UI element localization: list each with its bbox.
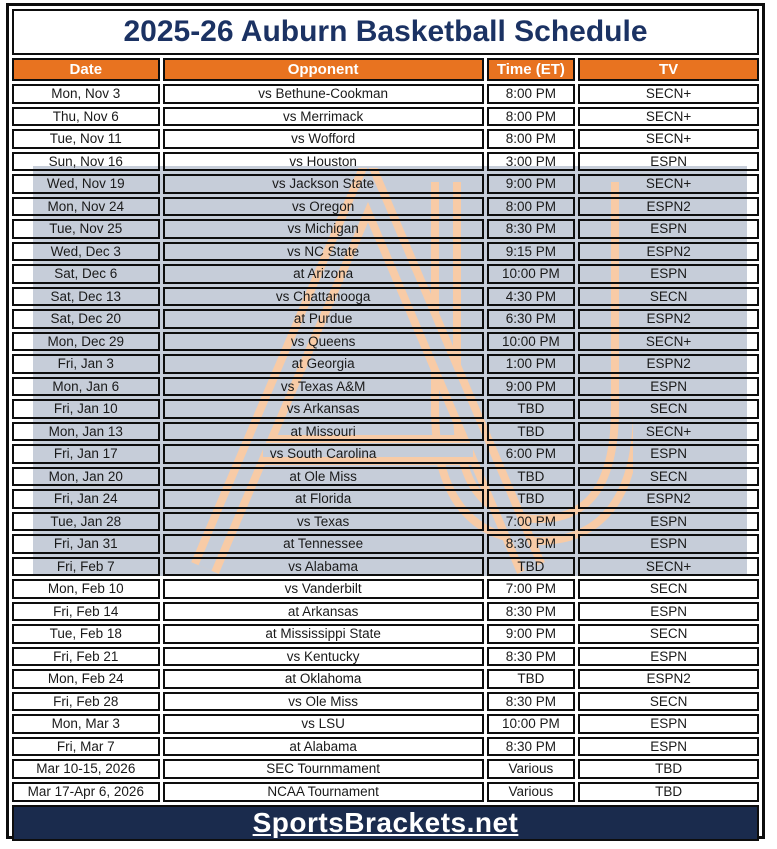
tv-cell: ESPN xyxy=(578,714,759,734)
opponent-cell: at Florida xyxy=(163,489,484,509)
schedule-row xyxy=(12,242,759,262)
tv-cell: ESPN2 xyxy=(578,669,759,689)
footer-row xyxy=(12,805,759,841)
date-cell: Mon, Nov 3 xyxy=(12,84,160,104)
date-cell: Mon, Feb 10 xyxy=(12,579,160,599)
opponent-cell: at Alabama xyxy=(163,737,484,757)
schedule-row xyxy=(12,152,759,172)
date-cell: Sun, Nov 16 xyxy=(12,152,160,172)
opponent-cell: at Mississippi State xyxy=(163,624,484,644)
date-cell: Mon, Nov 24 xyxy=(12,197,160,217)
opponent-cell: vs South Carolina xyxy=(163,444,484,464)
tv-cell: TBD xyxy=(578,782,759,802)
time-cell: TBD xyxy=(487,557,576,577)
tv-cell: SECN xyxy=(578,467,759,487)
tv-cell: SECN+ xyxy=(578,174,759,194)
date-cell: Tue, Nov 11 xyxy=(12,129,160,149)
schedule-row xyxy=(12,422,759,442)
tv-cell: ESPN xyxy=(578,444,759,464)
schedule-row xyxy=(12,309,759,329)
time-cell: 7:00 PM xyxy=(487,512,576,532)
time-cell: 8:30 PM xyxy=(487,219,576,239)
date-cell: Mon, Jan 20 xyxy=(12,467,160,487)
schedule-row xyxy=(12,197,759,217)
tv-cell: ESPN2 xyxy=(578,354,759,374)
footer-bar xyxy=(12,805,759,841)
opponent-cell: NCAA Tournament xyxy=(163,782,484,802)
time-cell: 8:30 PM xyxy=(487,692,576,712)
opponent-cell: at Arkansas xyxy=(163,602,484,622)
tv-cell: SECN+ xyxy=(578,107,759,127)
date-cell: Sat, Dec 13 xyxy=(12,287,160,307)
time-cell: 3:00 PM xyxy=(487,152,576,172)
date-cell: Tue, Jan 28 xyxy=(12,512,160,532)
opponent-cell: at Missouri xyxy=(163,422,484,442)
time-cell: 8:30 PM xyxy=(487,737,576,757)
opponent-cell: vs Queens xyxy=(163,332,484,352)
schedule-row xyxy=(12,174,759,194)
tv-cell: ESPN xyxy=(578,219,759,239)
schedule-row xyxy=(12,354,759,374)
date-cell: Mon, Feb 24 xyxy=(12,669,160,689)
schedule-row xyxy=(12,579,759,599)
column-header-tv: TV xyxy=(578,58,759,81)
opponent-cell: at Ole Miss xyxy=(163,467,484,487)
date-cell: Wed, Dec 3 xyxy=(12,242,160,262)
schedule-row xyxy=(12,489,759,509)
tv-cell: TBD xyxy=(578,759,759,779)
schedule-row xyxy=(12,737,759,757)
title-row xyxy=(12,9,759,55)
time-cell: 8:00 PM xyxy=(487,84,576,104)
time-cell: 10:00 PM xyxy=(487,714,576,734)
time-cell: TBD xyxy=(487,399,576,419)
opponent-cell: vs Alabama xyxy=(163,557,484,577)
opponent-cell: at Tennessee xyxy=(163,534,484,554)
time-cell: TBD xyxy=(487,669,576,689)
opponent-cell: vs Ole Miss xyxy=(163,692,484,712)
date-cell: Wed, Nov 19 xyxy=(12,174,160,194)
tv-cell: SECN xyxy=(578,287,759,307)
time-cell: 6:00 PM xyxy=(487,444,576,464)
schedule-row xyxy=(12,399,759,419)
opponent-cell: at Georgia xyxy=(163,354,484,374)
time-cell: Various xyxy=(487,759,576,779)
tv-cell: ESPN2 xyxy=(578,489,759,509)
tv-cell: SECN+ xyxy=(578,129,759,149)
date-cell: Mar 10-15, 2026 xyxy=(12,759,160,779)
date-cell: Fri, Mar 7 xyxy=(12,737,160,757)
schedule-row xyxy=(12,377,759,397)
date-cell: Fri, Jan 24 xyxy=(12,489,160,509)
tv-cell: ESPN xyxy=(578,647,759,667)
date-cell: Mon, Mar 3 xyxy=(12,714,160,734)
tv-cell: ESPN xyxy=(578,152,759,172)
tv-cell: ESPN2 xyxy=(578,197,759,217)
tv-cell: SECN xyxy=(578,579,759,599)
schedule-row xyxy=(12,602,759,622)
time-cell: 8:30 PM xyxy=(487,647,576,667)
opponent-cell: vs Wofford xyxy=(163,129,484,149)
time-cell: 9:15 PM xyxy=(487,242,576,262)
date-cell: Tue, Feb 18 xyxy=(12,624,160,644)
column-header-time: Time (ET) xyxy=(487,58,576,81)
date-cell: Fri, Feb 14 xyxy=(12,602,160,622)
schedule-row xyxy=(12,624,759,644)
opponent-cell: vs NC State xyxy=(163,242,484,262)
opponent-cell: vs Vanderbilt xyxy=(163,579,484,599)
time-cell: Various xyxy=(487,782,576,802)
tv-cell: SECN xyxy=(578,624,759,644)
date-cell: Tue, Nov 25 xyxy=(12,219,160,239)
tv-cell: SECN xyxy=(578,399,759,419)
schedule-page xyxy=(6,3,765,839)
schedule-row xyxy=(12,332,759,352)
opponent-cell: vs Texas xyxy=(163,512,484,532)
time-cell: 9:00 PM xyxy=(487,624,576,644)
date-cell: Fri, Feb 21 xyxy=(12,647,160,667)
time-cell: 9:00 PM xyxy=(487,174,576,194)
opponent-cell: SEC Tournmament xyxy=(163,759,484,779)
opponent-cell: vs Merrimack xyxy=(163,107,484,127)
column-header-opponent: Opponent xyxy=(163,58,484,81)
date-cell: Fri, Feb 7 xyxy=(12,557,160,577)
time-cell: 8:30 PM xyxy=(487,534,576,554)
tv-cell: ESPN xyxy=(578,377,759,397)
schedule-row xyxy=(12,219,759,239)
schedule-row xyxy=(12,692,759,712)
schedule-row xyxy=(12,287,759,307)
opponent-cell: vs Houston xyxy=(163,152,484,172)
opponent-cell: vs Arkansas xyxy=(163,399,484,419)
schedule-row xyxy=(12,759,759,779)
time-cell: 10:00 PM xyxy=(487,332,576,352)
opponent-cell: at Arizona xyxy=(163,264,484,284)
tv-cell: SECN+ xyxy=(578,332,759,352)
schedule-row xyxy=(12,557,759,577)
date-cell: Sat, Dec 6 xyxy=(12,264,160,284)
time-cell: 8:00 PM xyxy=(487,129,576,149)
tv-cell: SECN+ xyxy=(578,422,759,442)
sportsbrackets-link[interactable]: SportsBrackets.net xyxy=(252,806,519,838)
time-cell: 4:30 PM xyxy=(487,287,576,307)
date-cell: Fri, Jan 10 xyxy=(12,399,160,419)
tv-cell: ESPN2 xyxy=(578,309,759,329)
schedule-row xyxy=(12,512,759,532)
opponent-cell: vs Jackson State xyxy=(163,174,484,194)
opponent-cell: vs Kentucky xyxy=(163,647,484,667)
time-cell: 1:00 PM xyxy=(487,354,576,374)
schedule-row xyxy=(12,782,759,802)
schedule-row xyxy=(12,107,759,127)
opponent-cell: vs Chattanooga xyxy=(163,287,484,307)
time-cell: 6:30 PM xyxy=(487,309,576,329)
schedule-table xyxy=(9,6,762,844)
tv-cell: ESPN xyxy=(578,512,759,532)
tv-cell: ESPN xyxy=(578,534,759,554)
date-cell: Mon, Jan 6 xyxy=(12,377,160,397)
date-cell: Mar 17-Apr 6, 2026 xyxy=(12,782,160,802)
time-cell: TBD xyxy=(487,489,576,509)
schedule-row xyxy=(12,714,759,734)
opponent-cell: at Oklahoma xyxy=(163,669,484,689)
schedule-row xyxy=(12,264,759,284)
time-cell: 7:00 PM xyxy=(487,579,576,599)
opponent-cell: vs Texas A&M xyxy=(163,377,484,397)
schedule-row xyxy=(12,647,759,667)
opponent-cell: vs LSU xyxy=(163,714,484,734)
tv-cell: SECN+ xyxy=(578,557,759,577)
page-title: 2025-26 Auburn Basketball Schedule xyxy=(12,9,759,55)
time-cell: TBD xyxy=(487,467,576,487)
time-cell: TBD xyxy=(487,422,576,442)
column-header-row xyxy=(12,58,759,81)
date-cell: Mon, Jan 13 xyxy=(12,422,160,442)
schedule-row xyxy=(12,467,759,487)
date-cell: Sat, Dec 20 xyxy=(12,309,160,329)
date-cell: Fri, Jan 31 xyxy=(12,534,160,554)
tv-cell: SECN+ xyxy=(578,84,759,104)
schedule-row xyxy=(12,534,759,554)
tv-cell: ESPN xyxy=(578,737,759,757)
date-cell: Thu, Nov 6 xyxy=(12,107,160,127)
date-cell: Fri, Jan 17 xyxy=(12,444,160,464)
date-cell: Fri, Feb 28 xyxy=(12,692,160,712)
schedule-row xyxy=(12,444,759,464)
schedule-row xyxy=(12,129,759,149)
schedule-row xyxy=(12,84,759,104)
time-cell: 10:00 PM xyxy=(487,264,576,284)
date-cell: Mon, Dec 29 xyxy=(12,332,160,352)
tv-cell: ESPN2 xyxy=(578,242,759,262)
tv-cell: ESPN xyxy=(578,602,759,622)
opponent-cell: at Purdue xyxy=(163,309,484,329)
time-cell: 8:00 PM xyxy=(487,197,576,217)
schedule-row xyxy=(12,669,759,689)
date-cell: Fri, Jan 3 xyxy=(12,354,160,374)
time-cell: 9:00 PM xyxy=(487,377,576,397)
tv-cell: ESPN xyxy=(578,264,759,284)
time-cell: 8:30 PM xyxy=(487,602,576,622)
time-cell: 8:00 PM xyxy=(487,107,576,127)
opponent-cell: vs Bethune-Cookman xyxy=(163,84,484,104)
opponent-cell: vs Michigan xyxy=(163,219,484,239)
tv-cell: SECN xyxy=(578,692,759,712)
column-header-date: Date xyxy=(12,58,160,81)
opponent-cell: vs Oregon xyxy=(163,197,484,217)
